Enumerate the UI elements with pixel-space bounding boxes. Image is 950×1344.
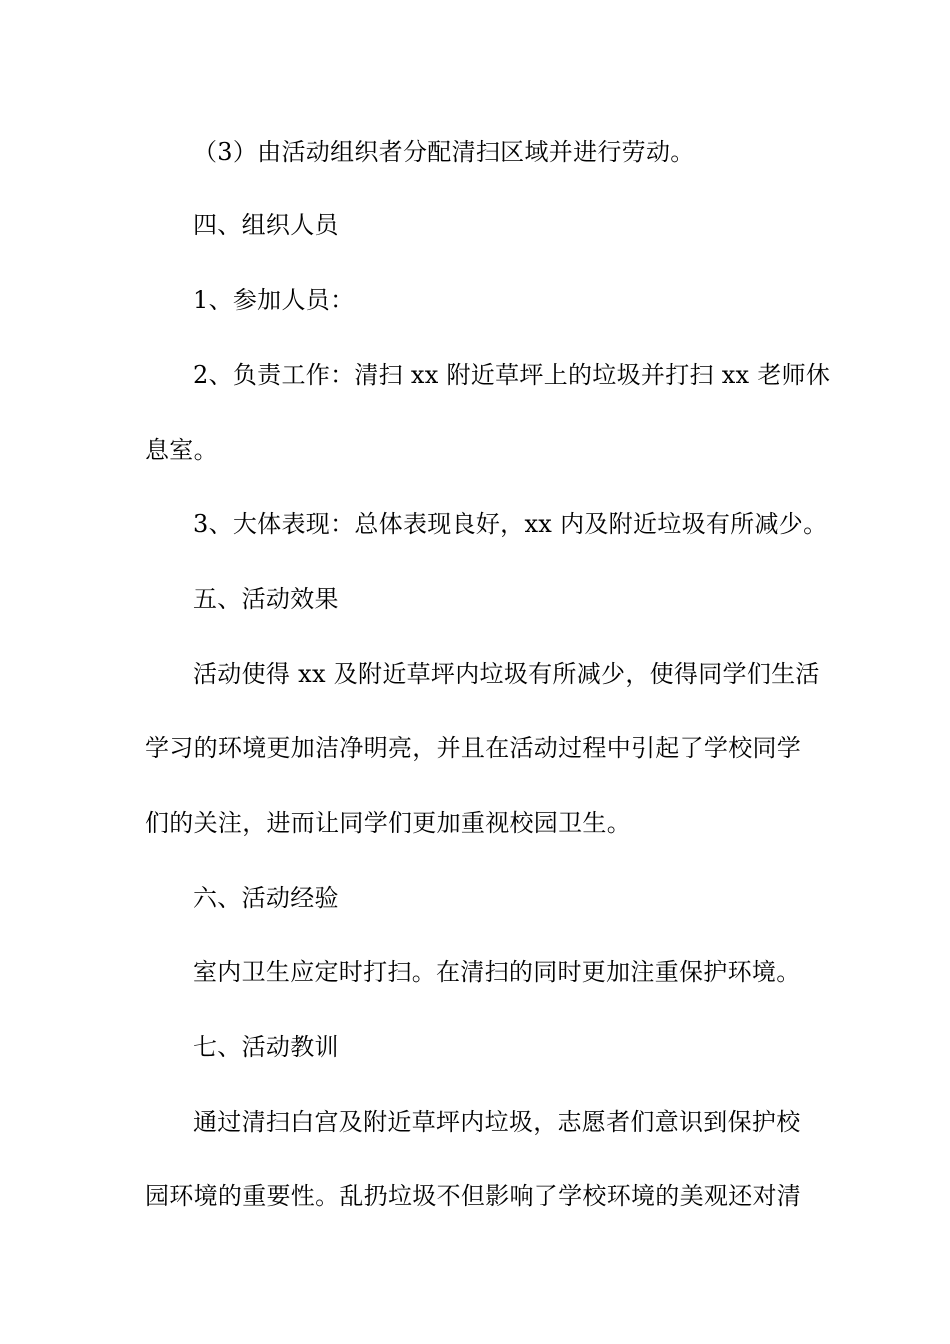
paragraph-line: 2、负责工作：清扫 xx 附近草坪上的垃圾并打扫 xx 老师休: [193, 361, 831, 389]
paragraph-line: 园环境的重要性。乱扔垃圾不但影响了学校环境的美观还对清: [145, 1182, 802, 1210]
paragraph-line: 室内卫生应定时打扫。在清扫的同时更加注重保护环境。: [193, 958, 801, 986]
paragraph-line: 学习的环境更加洁净明亮，并且在活动过程中引起了学校同学: [145, 734, 802, 762]
section-heading: 五、活动效果: [193, 585, 339, 613]
paragraph-line: 1、参加人员：: [193, 286, 355, 314]
section-heading: 六、活动经验: [193, 884, 339, 912]
paragraph-line: 通过清扫白宫及附近草坪内垃圾，志愿者们意识到保护校: [193, 1108, 801, 1136]
paragraph-line: 活动使得 xx 及附近草坪内垃圾有所减少，使得同学们生活: [193, 660, 820, 688]
section-heading: 七、活动教训: [193, 1033, 339, 1061]
section-heading: 四、组织人员: [193, 211, 339, 239]
paragraph-line: 们的关注，进而让同学们更加重视校园卫生。: [145, 809, 631, 837]
paragraph-line: 息室。: [145, 436, 218, 464]
paragraph-line: （3）由活动组织者分配清扫区域并进行劳动。: [193, 138, 695, 166]
paragraph-line: 3、大体表现：总体表现良好，xx 内及附近垃圾有所减少。: [193, 510, 828, 538]
